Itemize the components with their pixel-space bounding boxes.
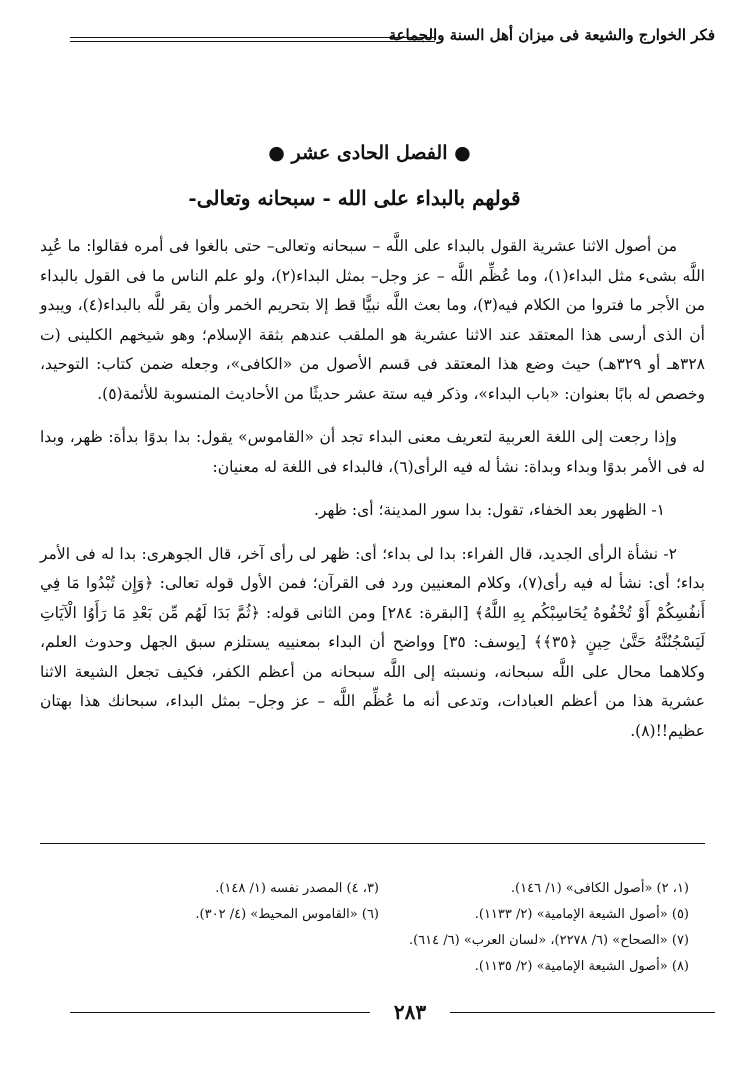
footer-rule	[450, 1012, 715, 1013]
footnote: (٣، ٤) المصدر نفسه (١/ ١٤٨).	[215, 881, 379, 896]
chapter-title: ● الفصل الحادى عشر ●	[268, 142, 471, 164]
header-rule	[70, 41, 435, 42]
footnote: (٨) «أصول الشيعة الإمامية» (٢/ ١١٣٥).	[474, 959, 689, 974]
list-item: ١- الظهور بعد الخفاء، تقول: بدا سور المدينة؛ أى: ظهر.	[314, 501, 665, 519]
page-footer	[70, 1000, 715, 1024]
footnote: (١، ٢) «أصول الكافى» (١/ ١٤٦).	[510, 881, 689, 896]
footnote-row	[69, 954, 689, 980]
footnote: (٧) «الصحاح» (٦/ ٢٢٧٨)، «لسان العرب» (٦/ ٦١٤).	[408, 933, 689, 948]
body-text	[40, 232, 705, 760]
footnote: (٦) «القاموس المحيط» (٤/ ٣٠٢).	[195, 907, 379, 922]
footnote-separator	[40, 843, 705, 844]
header-rule	[70, 37, 435, 38]
page-number: ٢٨٣	[393, 1000, 427, 1024]
footnotes	[69, 876, 689, 980]
footnote-row	[69, 902, 689, 928]
section-subtitle: قولهم بالبداء على الله - سبحانه وتعالى-	[188, 186, 521, 210]
paragraph: من أصول الاثنا عشرية القول بالبداء على اللَّه – سبحانه وتعالى– حتى بالغوا فى أمره فقالوا: ما عُبِد اللَّه بشىء مثل البداء(١)، وما عُظِّم اللَّه – عز وجل– بمثل البداء(٢)، ولو علم الناس ما فى القول بالبداء من الأجر ما فتروا من الكلام فيه(٣)، وما بعث اللَّه نبيًّا قط إلا بتحريم الخمر وأن يقر للَّه بالبداء(٤)، ويبدو أن الذى أرسى هذا المعتقد عند الاثنا عشرية هو الملقب عندهم بثقة الإسلام؛ وهو شيخهم الكلينى (ت ٣٢٨هـ أو ٣٢٩هـ) حيث وضع هذا المعتقد فى قسم الأصول من «الكافى»، وجعله ضمن كتاب: التوحيد، وخصص له بابًا بعنوان: «باب البداء»، وذكر فيه ستة عشر حديثًا من الأحاديث المنسوبة للأئمة(٥).	[40, 237, 706, 403]
footnote-row	[69, 876, 689, 902]
footnote-row	[69, 928, 689, 954]
running-header	[70, 26, 715, 50]
paragraph: وإذا رجعت إلى اللغة العربية لتعريف معنى البداء تجد أن «القاموس» يقول: بدا بدوًا بدأة: ظهر، وبدا له فى الأمر بدوًا وبداء وبداة: نشأ له فيه الرأى(٦)، فالبداء فى اللغة له معنيان:	[40, 428, 705, 476]
footer-rule	[70, 1012, 370, 1013]
running-header-title: فكر الخوارج والشيعة فى ميزان أهل السنة والجماعة	[388, 26, 715, 44]
footnote: (٥) «أصول الشيعة الإمامية» (٢/ ١١٣٣).	[474, 907, 689, 922]
list-item: ٢- نشأة الرأى الجديد، قال الفراء: بدا لى بداء؛ أى: ظهر لى رأى آخر، قال الجوهرى: بدا له فى الأمر بداء؛ أى: نشأ له فيه رأى(٧)، وكلام المعنيين ورد فى القرآن؛ فمن الأول قوله تعالى: ﴿وَإِن تُبْدُوا مَا فِي أَنفُسِكُمْ أَوْ تُخْفُوهُ يُحَاسِبْكُم بِهِ اللَّهُ﴾ [البقرة: ٢٨٤] ومن الثانى قوله: ﴿ثُمَّ بَدَا لَهُم مِّن بَعْدِ مَا رَأَوُا الْآيَاتِ لَيَسْجُنُنَّهُ حَتَّىٰ حِينٍ ﴿٣٥﴾﴾ [يوسف: ٣٥] وواضح أن البداء بمعنييه يستلزم سبق الجهل وحدوث العلم، وكلاهما محال على اللَّه سبحانه، ونسبته إلى اللَّه سبحانه من أعظم الكفر، فكيف تجعل الشيعة الاثنا عشرية هذا من أعظم العبادات، وتدعى أنه ما عُظِّم اللَّه – عز وجل– بمثل البداء، سبحانك هذا بهتان عظيم!!(٨).	[40, 544, 706, 740]
